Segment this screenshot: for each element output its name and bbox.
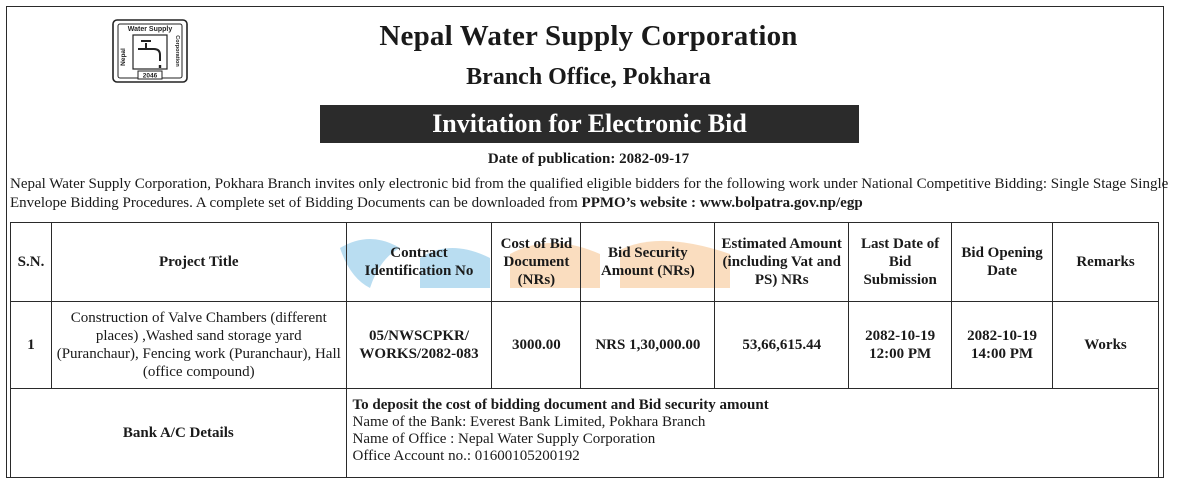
branch-subtitle: Branch Office, Pokhara bbox=[466, 64, 711, 90]
table-row bbox=[11, 302, 1159, 389]
cell-contract-id: 05/NWSCPKR/ WORKS/2082-083 bbox=[346, 302, 492, 389]
header-sn: S.N. bbox=[11, 223, 52, 302]
cell-project-title: Construction of Valve Chambers (different places) ,Washed sand storage yard (Puranchaur), Fencing work (Puranchaur), Hall (office compound) bbox=[51, 302, 346, 389]
header-remarks: Remarks bbox=[1053, 223, 1159, 302]
header-project-title: Project Title bbox=[51, 223, 346, 302]
bid-table bbox=[10, 222, 1159, 478]
intro-text: Nepal Water Supply Corporation, Pokhara Branch invites only electronic bid from the qualified eligible bidders for the following work under National Competitive Bidding: Single Stage Single Envelope Bidding Procedures. A complete set of Bidding Documents can be downloaded from bbox=[10, 176, 1169, 211]
ppmo-website-link[interactable]: PPMO’s website : www.bolpatra.gov.np/egp bbox=[581, 195, 863, 211]
header-cost-doc: Cost of Bid Document (NRs) bbox=[492, 223, 581, 302]
cell-bid-security: NRS 1,30,000.00 bbox=[581, 302, 715, 389]
org-title: Nepal Water Supply Corporation bbox=[379, 20, 798, 52]
publication-date: Date of publication: 2082-09-17 bbox=[487, 151, 690, 167]
bank-details-row bbox=[11, 389, 1159, 478]
intro-paragraph bbox=[10, 175, 1170, 213]
invitation-banner: Invitation for Electronic Bid bbox=[320, 105, 859, 143]
bank-info bbox=[346, 389, 1158, 478]
logo-right-text: Corporation bbox=[174, 35, 180, 67]
header-bid-security: Bid Security Amount (NRs) bbox=[581, 223, 715, 302]
header-last-date: Last Date of Bid Submission bbox=[849, 223, 952, 302]
cell-cost-doc: 3000.00 bbox=[492, 302, 581, 389]
bank-name: Name of the Bank: Everest Bank Limited, Pokhara Branch bbox=[352, 414, 706, 430]
office-name: Name of Office : Nepal Water Supply Corporation bbox=[352, 431, 656, 447]
logo-year: 2046 bbox=[142, 72, 158, 80]
bank-heading: To deposit the cost of bidding document and Bid security amount bbox=[352, 397, 769, 413]
logo-top-text: Water Supply bbox=[127, 26, 173, 33]
cell-remarks: Works bbox=[1053, 302, 1159, 389]
cell-sn: 1 bbox=[11, 302, 52, 389]
logo-left-text: Nepal bbox=[120, 48, 127, 66]
cell-opening-date: 2082-10-19 14:00 PM bbox=[952, 302, 1053, 389]
header-opening-date: Bid Opening Date bbox=[952, 223, 1053, 302]
header-contract-id: Contract Identification No bbox=[346, 223, 492, 302]
cell-last-date: 2082-10-19 12:00 PM bbox=[849, 302, 952, 389]
header-estimated: Estimated Amount (including Vat and PS) NRs bbox=[715, 223, 849, 302]
account-number: Office Account no.: 01600105200192 bbox=[352, 448, 580, 464]
cell-estimated: 53,66,615.44 bbox=[715, 302, 849, 389]
table-header-row bbox=[11, 223, 1159, 302]
bank-label: Bank A/C Details bbox=[11, 389, 347, 478]
